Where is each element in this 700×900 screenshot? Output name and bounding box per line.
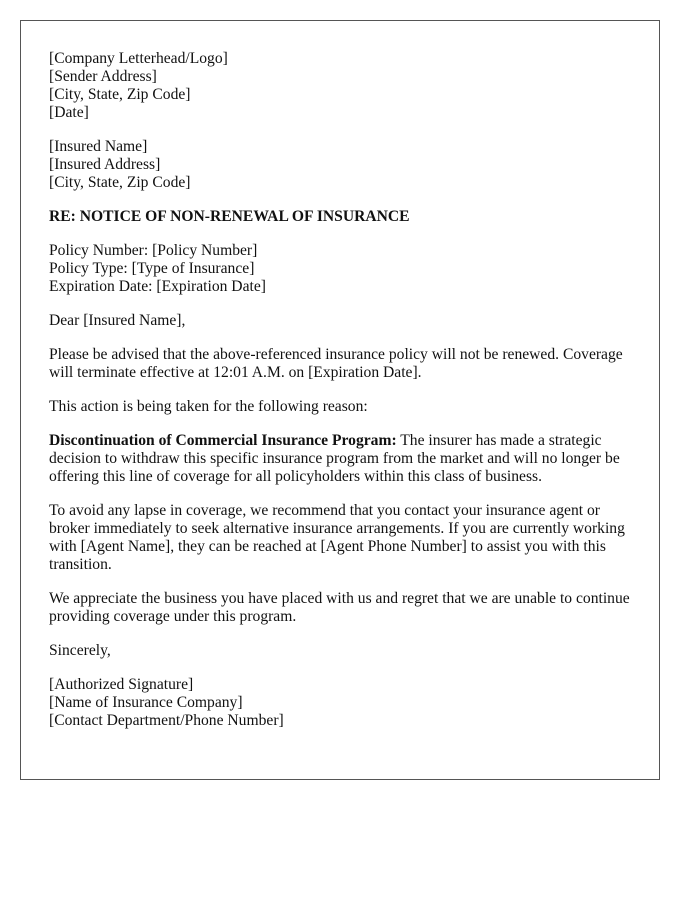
letter-date: [Date] <box>49 104 89 121</box>
closing: Sincerely, <box>49 642 111 659</box>
insured-address: [Insured Address] <box>49 156 161 173</box>
paragraph-nonrenewal: Please be advised that the above-referenced insurance policy will not be renewed. Coverage will terminate effective at 12:01 A.M. on [Expiration Date]. <box>49 346 623 381</box>
paragraph-recommendation: To avoid any lapse in coverage, we recommend that you contact your insurance agent or broker immediately to seek alternative insurance arrangements. If you are currently working with [Agent Name], they can be reached at [Agent Phone Number] to assist you with this transition. <box>49 502 625 573</box>
insured-name: [Insured Name] <box>49 138 148 155</box>
company-letterhead: [Company Letterhead/Logo] <box>49 50 228 67</box>
policy-details <box>49 242 631 296</box>
authorized-signature: [Authorized Signature] <box>49 676 194 693</box>
paragraph-reason <box>49 432 631 486</box>
letter-document <box>20 20 660 780</box>
insurance-company-name: [Name of Insurance Company] <box>49 694 243 711</box>
sender-city-state-zip: [City, State, Zip Code] <box>49 86 191 103</box>
expiration-date: Expiration Date: [Expiration Date] <box>49 278 266 295</box>
paragraph-reason-intro: This action is being taken for the following reason: <box>49 398 368 415</box>
policy-number: Policy Number: [Policy Number] <box>49 242 258 259</box>
recipient-block <box>49 138 631 192</box>
reason-title: Discontinuation of Commercial Insurance Program: <box>49 432 397 449</box>
reason-text: The insurer has made a strategic decision to withdraw this specific insurance program from the market and will no longer be offering this line of coverage for all policyholders within this class of business. <box>49 432 620 485</box>
contact-department: [Contact Department/Phone Number] <box>49 712 284 729</box>
signature-block <box>49 676 631 730</box>
policy-type: Policy Type: [Type of Insurance] <box>49 260 255 277</box>
sender-address: [Sender Address] <box>49 68 157 85</box>
paragraph-appreciation: We appreciate the business you have placed with us and regret that we are unable to continue providing coverage under this program. <box>49 590 630 625</box>
salutation: Dear [Insured Name], <box>49 312 186 329</box>
subject-line: RE: NOTICE OF NON-RENEWAL OF INSURANCE <box>49 208 410 225</box>
sender-block <box>49 50 631 122</box>
insured-city-state-zip: [City, State, Zip Code] <box>49 174 191 191</box>
